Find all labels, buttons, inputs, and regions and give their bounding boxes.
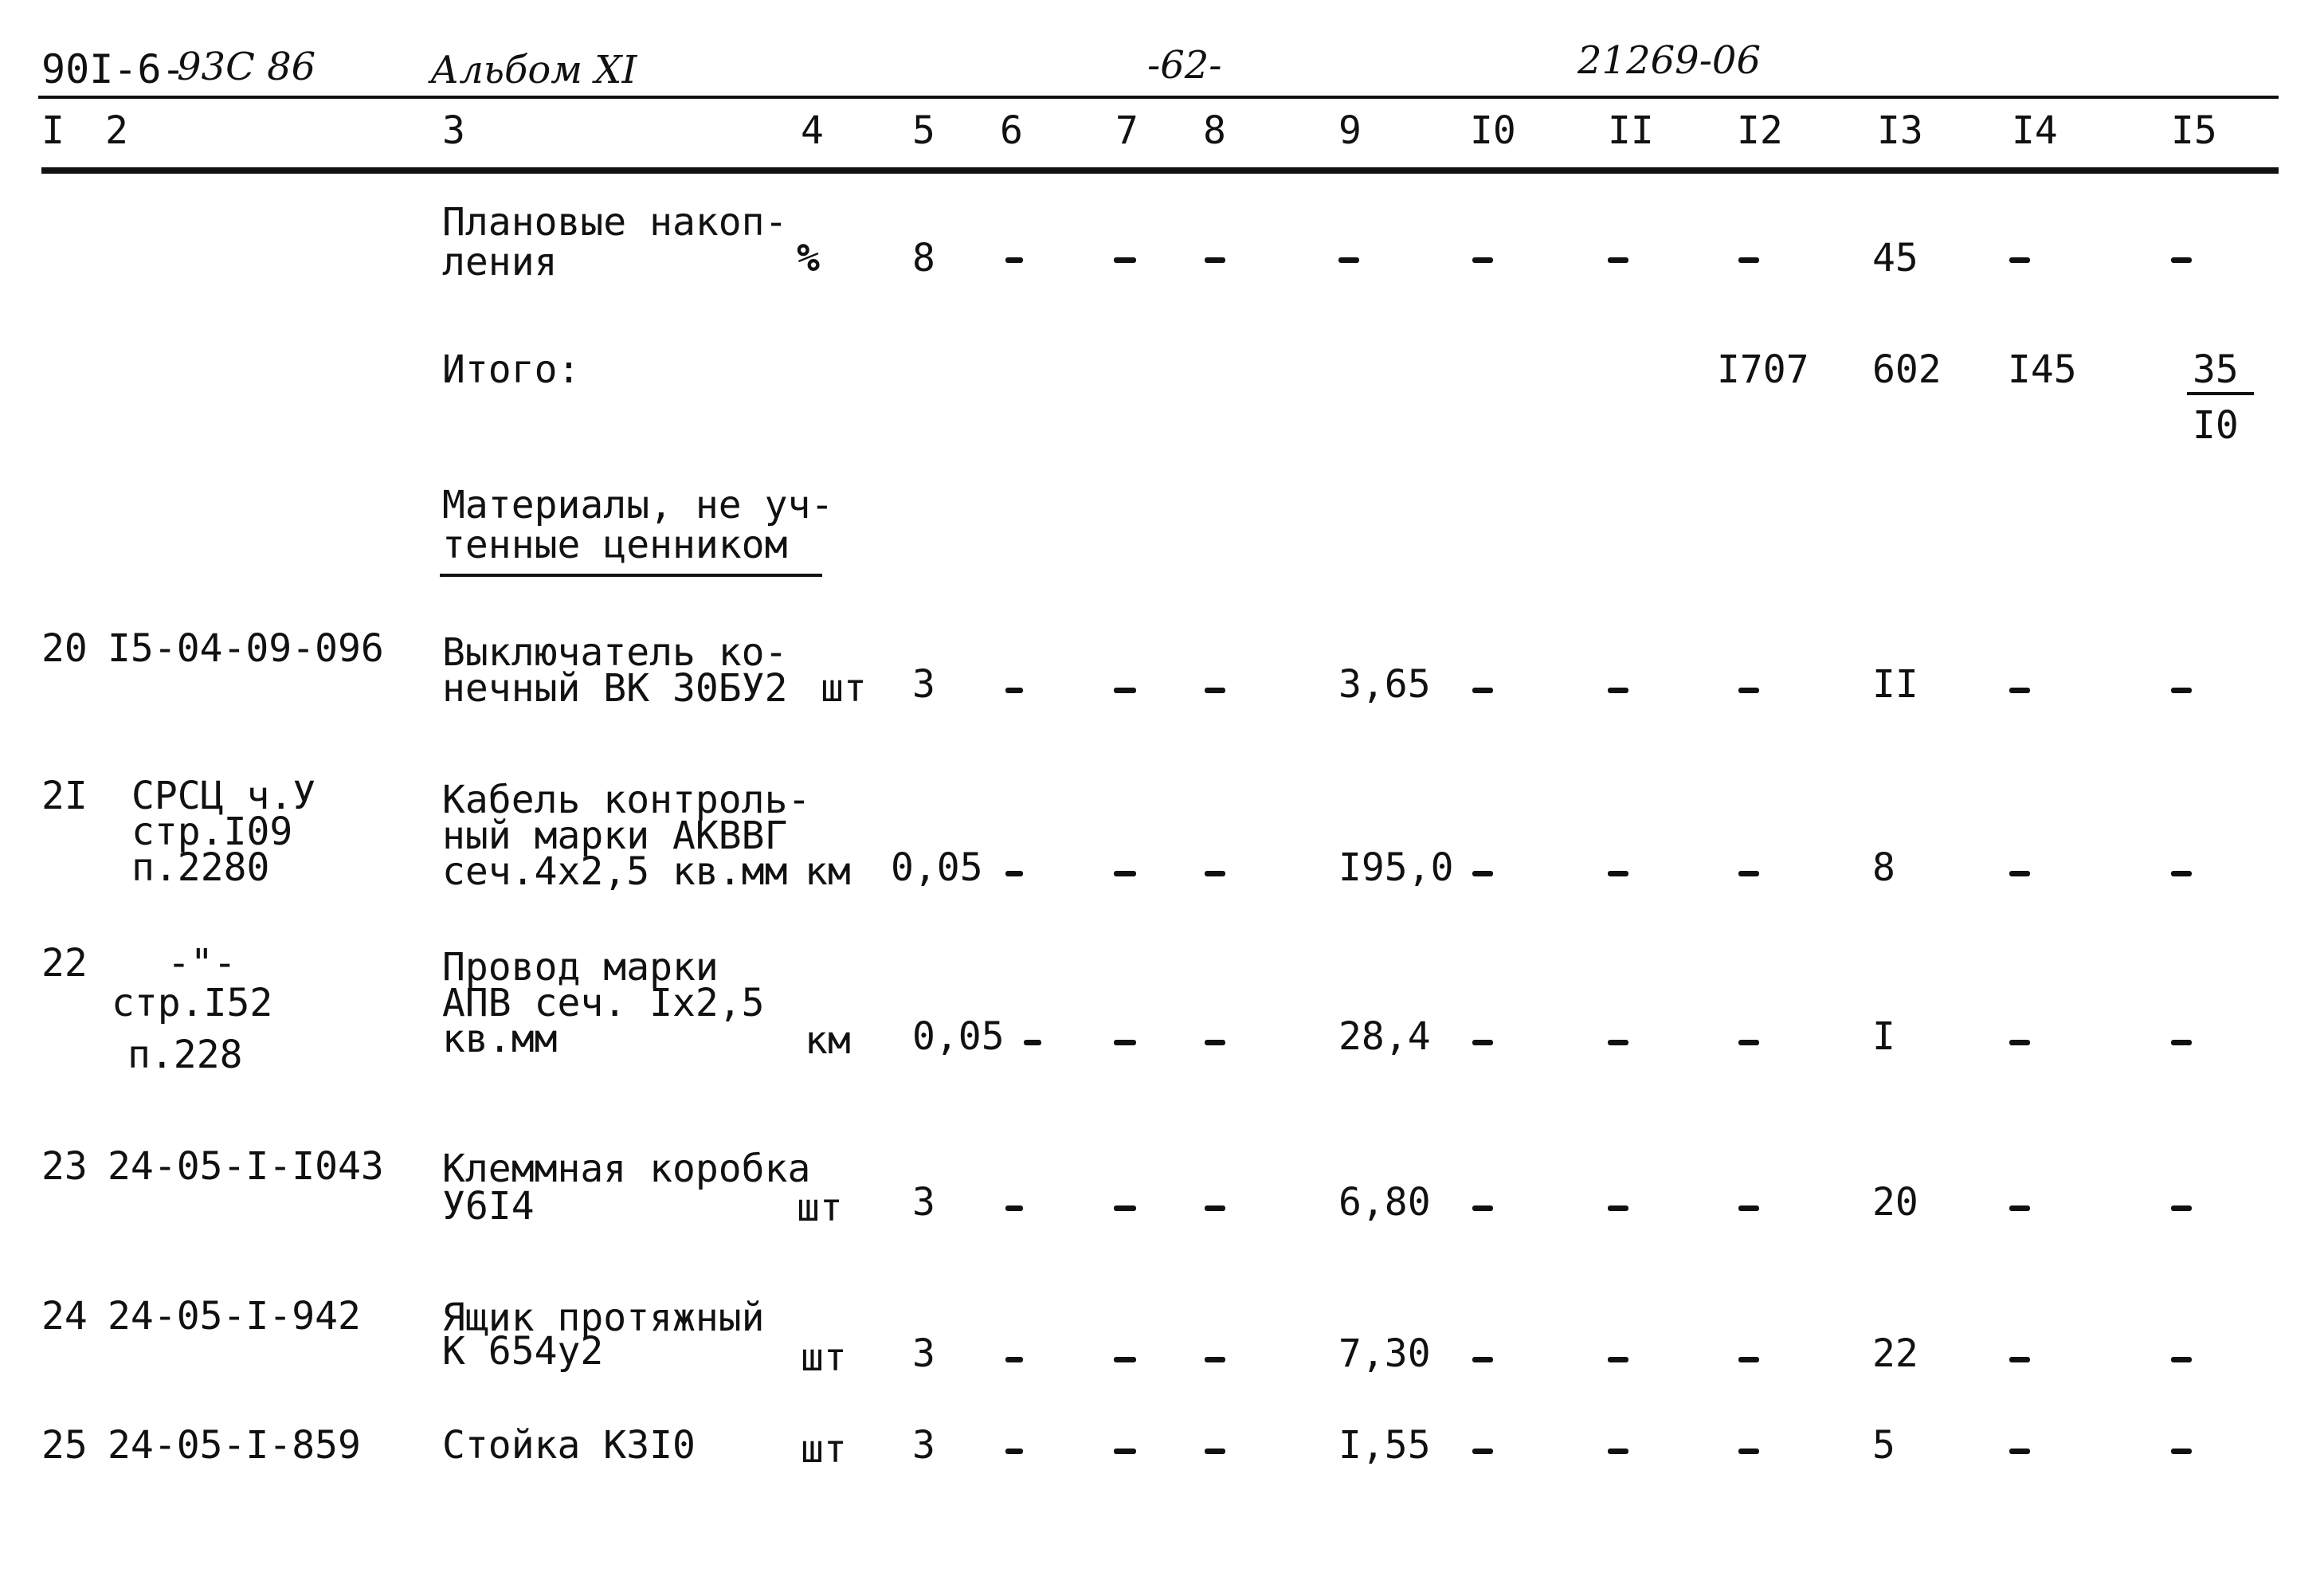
price-cell: I95,0 <box>1338 845 1454 890</box>
col13-value: I <box>1872 1014 1895 1059</box>
album-label: Альбом XI <box>430 48 637 92</box>
row-name-line: Плановые накоп- <box>442 200 788 245</box>
row-name-line: сеч.4х2,5 кв.мм <box>442 849 788 894</box>
empty-dash <box>1472 871 1493 876</box>
empty-dash <box>1005 1449 1023 1454</box>
empty-dash <box>1114 688 1136 693</box>
qty-cell: 3 <box>912 1180 935 1225</box>
row-number: 20 <box>41 626 88 671</box>
empty-dash <box>1472 1449 1493 1454</box>
row-name-line: ный марки АКВВГ <box>442 813 788 858</box>
price-cell: 7,30 <box>1338 1331 1431 1376</box>
empty-dash <box>1005 688 1023 693</box>
empty-dash <box>1205 1205 1225 1211</box>
series-code-handwritten: 93С 86 <box>177 45 316 89</box>
empty-dash <box>2171 871 2192 876</box>
empty-dash <box>1205 257 1225 263</box>
empty-dash <box>1608 1357 1628 1362</box>
row-code-line: стр.I52 <box>112 981 273 1025</box>
col14-value: I45 <box>2008 347 2077 392</box>
empty-dash <box>1114 1040 1136 1045</box>
unit-cell: км <box>805 849 851 894</box>
document-number: 21269-06 <box>1577 38 1761 83</box>
col13-value: 20 <box>1872 1180 1918 1225</box>
empty-dash <box>2171 1040 2192 1045</box>
column-label: 4 <box>801 108 824 153</box>
empty-dash <box>1608 871 1628 876</box>
qty-cell: 3 <box>912 662 935 707</box>
unit-cell: % <box>797 236 820 280</box>
row-code-line: 24-05-I-859 <box>108 1423 361 1468</box>
row-name-line: К 654у2 <box>442 1329 604 1374</box>
row-number: 24 <box>41 1294 88 1339</box>
column-label: 7 <box>1115 108 1138 153</box>
empty-dash <box>1472 688 1493 693</box>
row-code-line: стр.I09 <box>131 810 293 854</box>
price-cell: I,55 <box>1338 1423 1431 1468</box>
empty-dash <box>2009 1205 2030 1211</box>
empty-dash <box>1738 257 1759 263</box>
section-heading-line: тенные ценником <box>442 523 788 567</box>
column-label: I0 <box>1470 108 1516 153</box>
empty-dash <box>1338 257 1359 263</box>
header-rule-top <box>38 96 2279 99</box>
qty-cell: 0,05 <box>912 1014 1005 1059</box>
row-code-line: п.2280 <box>131 845 270 890</box>
empty-dash <box>2009 1357 2030 1362</box>
column-label: 6 <box>1000 108 1023 153</box>
row-name-line: У6I4 <box>442 1184 535 1229</box>
row-number: 2I <box>41 774 88 818</box>
col12-value: I707 <box>1717 347 1809 392</box>
empty-dash <box>2171 257 2192 263</box>
empty-dash <box>1114 257 1136 263</box>
empty-dash <box>1472 1357 1493 1362</box>
empty-dash <box>1738 1205 1759 1211</box>
series-code: 90I-6- <box>41 46 186 92</box>
empty-dash <box>1005 1205 1023 1211</box>
col13-value: 8 <box>1872 845 1895 890</box>
row-name-line: нечный ВК 30БУ2 <box>442 666 788 711</box>
row-name-line: АПВ сеч. Iх2,5 <box>442 981 765 1025</box>
empty-dash <box>1114 1449 1136 1454</box>
empty-dash <box>1005 257 1023 263</box>
row-name-line: Выключатель ко- <box>442 630 788 675</box>
empty-dash <box>2009 871 2030 876</box>
column-label: I <box>41 108 65 153</box>
row-name-line: Ящик протяжный <box>442 1296 765 1340</box>
row-name-line: Клеммная коробка <box>442 1147 811 1191</box>
empty-dash <box>2171 1449 2192 1454</box>
empty-dash <box>1472 1040 1493 1045</box>
empty-dash <box>1608 688 1628 693</box>
header-rule-bottom <box>41 167 2279 174</box>
empty-dash <box>1005 1357 1023 1362</box>
page-number: -62- <box>1147 43 1222 88</box>
empty-dash <box>2009 1040 2030 1045</box>
column-label: I3 <box>1877 108 1923 153</box>
unit-cell: шт <box>797 1186 843 1230</box>
row-code-line: СРСЦ ч.У <box>131 774 316 818</box>
col13-value: II <box>1872 662 1918 707</box>
col5-value: 8 <box>912 236 935 280</box>
row-code-line: -"- <box>167 941 237 986</box>
empty-dash <box>1472 1205 1493 1211</box>
unit-cell: км <box>805 1018 851 1063</box>
row-code-line: I5-04-09-096 <box>108 626 384 671</box>
qty-cell: 3 <box>912 1331 935 1376</box>
col13-value: 22 <box>1872 1331 1918 1376</box>
row-name-line: Стойка К3I0 <box>442 1423 696 1468</box>
empty-dash <box>1738 1449 1759 1454</box>
column-label: 8 <box>1203 108 1226 153</box>
row-code-line: 24-05-I-I043 <box>108 1144 384 1189</box>
col13-value: 602 <box>1872 347 1942 392</box>
row-name-line: Кабель контроль- <box>442 778 811 822</box>
empty-dash <box>1738 871 1759 876</box>
empty-dash <box>1738 688 1759 693</box>
empty-dash <box>2009 688 2030 693</box>
empty-dash <box>1608 1449 1628 1454</box>
empty-dash <box>1005 871 1023 876</box>
empty-dash <box>2171 1357 2192 1362</box>
unit-cell: шт <box>801 1427 847 1472</box>
row-name-line: Провод марки <box>442 945 719 990</box>
row-number: 22 <box>41 941 88 986</box>
row-number: 23 <box>41 1144 88 1189</box>
col13-value: 45 <box>1872 236 1918 280</box>
column-label: 5 <box>912 108 935 153</box>
empty-dash <box>2009 257 2030 263</box>
empty-dash <box>1205 688 1225 693</box>
section-heading-underline <box>440 574 822 577</box>
empty-dash <box>1024 1040 1041 1045</box>
column-label: 2 <box>105 108 128 153</box>
empty-dash <box>1608 257 1628 263</box>
section-heading-line: Материалы, не уч- <box>442 483 834 527</box>
row-code-line: 24-05-I-942 <box>108 1294 361 1339</box>
empty-dash <box>1114 1205 1136 1211</box>
row-name-line: ления <box>442 240 558 284</box>
price-cell: 6,80 <box>1338 1180 1431 1225</box>
empty-dash <box>1205 1449 1225 1454</box>
empty-dash <box>1114 1357 1136 1362</box>
empty-dash <box>1205 871 1225 876</box>
row-code-line: п.228 <box>127 1033 243 1077</box>
qty-cell: 0,05 <box>891 845 983 890</box>
empty-dash <box>2009 1449 2030 1454</box>
empty-dash <box>2171 1205 2192 1211</box>
price-cell: 3,65 <box>1338 662 1431 707</box>
empty-dash <box>1738 1040 1759 1045</box>
column-label: I4 <box>2012 108 2058 153</box>
price-cell: 28,4 <box>1338 1014 1431 1059</box>
col15-numerator: 35 <box>2193 347 2239 392</box>
empty-dash <box>1205 1357 1225 1362</box>
column-label: I5 <box>2171 108 2217 153</box>
row-name-line: кв.мм <box>442 1017 558 1061</box>
qty-cell: 3 <box>912 1423 935 1468</box>
column-label: II <box>1608 108 1654 153</box>
col13-value: 5 <box>1872 1423 1895 1468</box>
empty-dash <box>1114 871 1136 876</box>
column-label: 3 <box>442 108 465 153</box>
column-label: I2 <box>1737 108 1783 153</box>
column-label: 9 <box>1338 108 1362 153</box>
col15-denominator: I0 <box>2193 403 2239 448</box>
fraction-bar <box>2187 392 2254 395</box>
row-number: 25 <box>41 1423 88 1468</box>
empty-dash <box>1738 1357 1759 1362</box>
empty-dash <box>1608 1040 1628 1045</box>
total-label: Итого: <box>442 347 581 392</box>
empty-dash <box>1472 257 1493 263</box>
empty-dash <box>1205 1040 1225 1045</box>
unit-cell: шт <box>801 1335 847 1380</box>
empty-dash <box>2171 688 2192 693</box>
unit-cell: шт <box>821 666 867 711</box>
empty-dash <box>1608 1205 1628 1211</box>
